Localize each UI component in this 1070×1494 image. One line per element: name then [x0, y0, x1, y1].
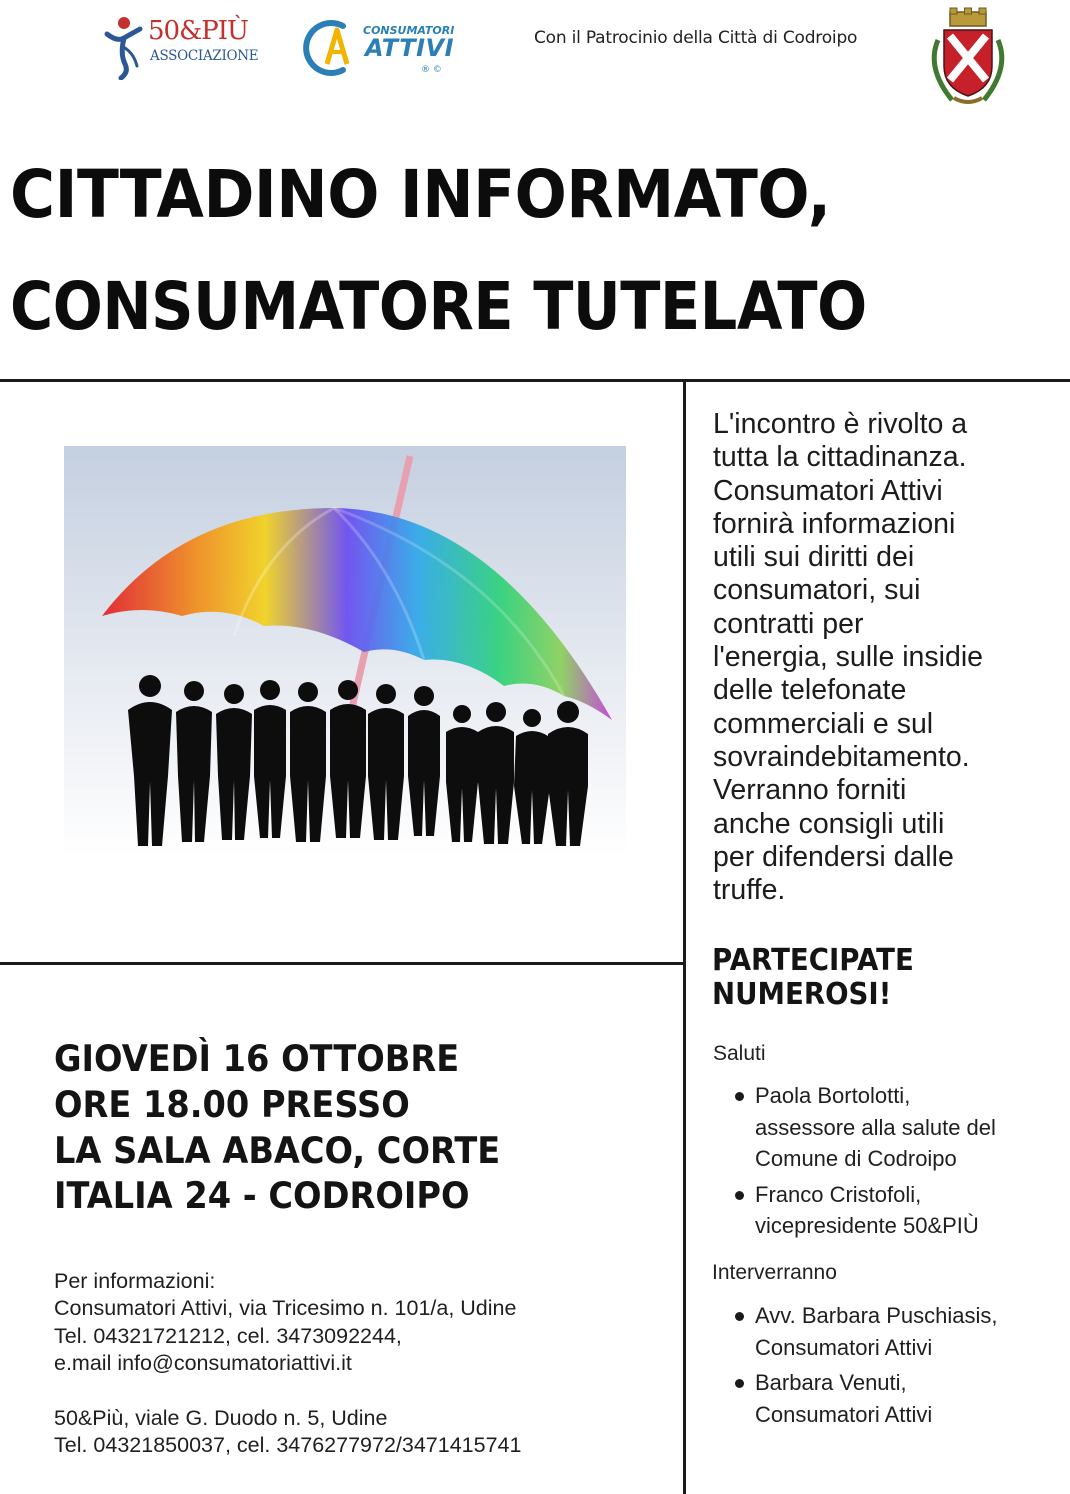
intro-line: utili sui diritti dei: [713, 541, 915, 574]
umbrella-crowd-icon: [64, 446, 626, 856]
event-line: ORE 18.00 PRESSO: [54, 1082, 410, 1126]
logo-50-e-piu: [104, 14, 279, 80]
call-to-action: [712, 944, 914, 1012]
logo-registered-marks: ® ©: [421, 65, 442, 75]
cta-line: NUMEROSI!: [712, 977, 892, 1012]
event-line: ITALIA 24 - CODROIPO: [54, 1174, 470, 1218]
info-line: Consumatori Attivi, via Tricesimo n. 101/a, Udine: [54, 1296, 517, 1321]
cta-line: PARTECIPATE: [712, 943, 914, 978]
horizontal-rule-middle: [0, 962, 684, 965]
list-item: [713, 1367, 998, 1430]
logo-name: 50&PIÙ: [148, 16, 248, 46]
intro-paragraph: [713, 408, 1043, 907]
list-item-line: assessore alla salute del: [755, 1114, 996, 1140]
intro-line: sovraindebitamento.: [713, 740, 970, 773]
intro-line: Verranno forniti: [713, 774, 907, 807]
city-crest-icon: [920, 6, 1016, 110]
email-line[interactable]: e.mail info@consumatoriattivi.it: [54, 1350, 352, 1375]
event-line: LA SALA ABACO, CORTE: [54, 1128, 501, 1172]
patronage-text: Con il Patrocinio della Città di Codroipo: [534, 28, 858, 48]
bullet-dot-icon: [735, 1379, 744, 1388]
intro-line: anche consigli utili: [713, 807, 945, 840]
bullet-dot-icon: [735, 1191, 744, 1200]
title-line-2: CONSUMATORE TUTELATO: [10, 268, 867, 345]
bullet-dot-icon: [735, 1312, 744, 1321]
list-item-line: Paola Bortolotti,: [755, 1083, 911, 1108]
list-item: [713, 1300, 998, 1363]
intro-line: truffe.: [713, 874, 786, 907]
info-line: 50&Più, viale G. Duodo n. 5, Udine: [54, 1406, 388, 1430]
list-item-line: Comune di Codroipo: [755, 1146, 957, 1171]
intro-line: commerciali e sul: [713, 707, 934, 740]
list-item-line: Consumatori Attivi: [755, 1401, 933, 1427]
event-line: GIOVEDÌ 16 OTTOBRE: [54, 1037, 460, 1080]
interverranno-list: [713, 1300, 998, 1434]
intro-line: tutta la cittadinanza.: [713, 441, 967, 474]
list-item-line: Barbara Venuti,: [755, 1370, 907, 1395]
intro-line: l'energia, sulle insidie: [713, 641, 984, 674]
interverranno-label: Interverranno: [712, 1261, 837, 1284]
list-item-line: Avv. Barbara Puschiasis,: [755, 1303, 998, 1328]
ca-monogram-icon: [303, 14, 365, 80]
saluti-list: [713, 1080, 996, 1246]
intro-line: consumatori, sui: [713, 574, 921, 607]
intro-line: L'incontro è rivolto a: [713, 408, 968, 440]
list-item-line: Consumatori Attivi: [755, 1334, 933, 1360]
info-line: Tel. 04321850037, cel. 3476277972/3471415741: [54, 1433, 522, 1458]
intro-line: fornirà informazioni: [713, 507, 956, 540]
info-line: Per informazioni:: [54, 1269, 216, 1293]
intro-line: delle telefonate: [713, 674, 907, 707]
list-item: [713, 1179, 996, 1242]
list-item: [713, 1080, 996, 1175]
logo-consumatori-attivi: [303, 14, 473, 80]
title-line-1: CITTADINO INFORMATO,: [10, 156, 831, 233]
contact-info-consumatori: [54, 1268, 516, 1377]
intro-line: per difendersi dalle: [713, 840, 954, 873]
intro-line: contratti per: [713, 607, 864, 640]
vertical-rule: [683, 379, 686, 1494]
list-item-line: Franco Cristofoli,: [755, 1181, 922, 1207]
logo-top-word: CONSUMATORI: [363, 24, 455, 37]
saluti-label: Saluti: [713, 1042, 766, 1065]
info-line: Tel. 04321721212, cel. 3473092244,: [54, 1323, 402, 1348]
bullet-dot-icon: [735, 1092, 744, 1101]
logo-subtitle: ASSOCIAZIONE: [150, 48, 259, 64]
horizontal-rule-top: [0, 379, 1070, 382]
intro-line: Consumatori Attivi: [713, 474, 943, 507]
event-details: [54, 1036, 500, 1219]
contact-info-50-piu: [54, 1405, 521, 1460]
list-item-line: vicepresidente 50&PIÙ: [755, 1213, 979, 1238]
logo-main-word: ATTIVI: [365, 34, 455, 62]
person-figure-icon: [104, 14, 144, 80]
